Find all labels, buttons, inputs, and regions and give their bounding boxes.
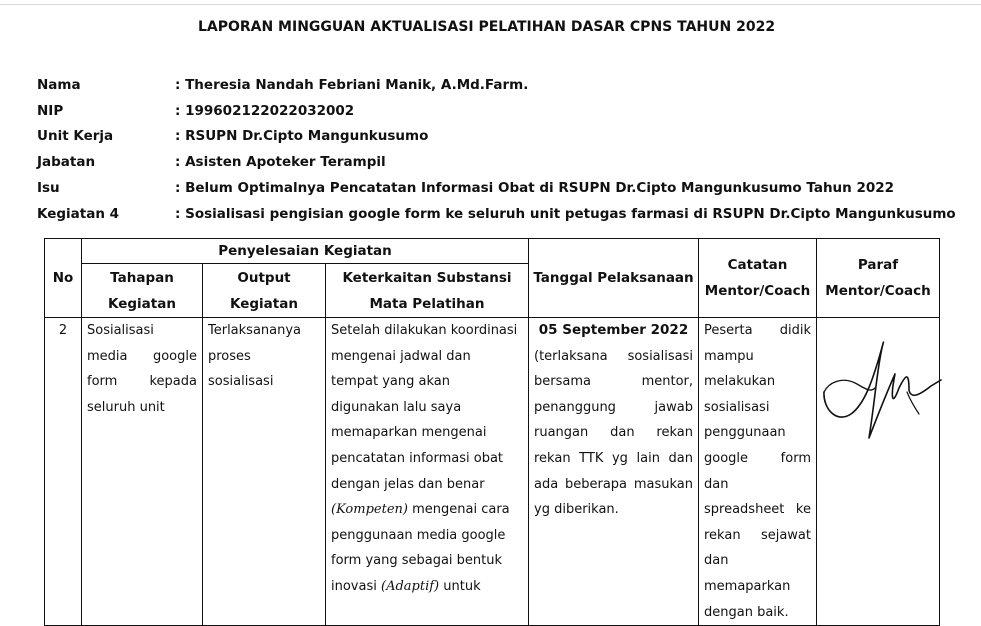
info-row-nip [37,98,956,124]
keterkaitan-text-2: mengenai cara penggunaan media google form yang sebagai bentuk inovasi [331,502,510,594]
report-title: LAPORAN MINGGUAN AKTUALISASI PELATIHAN DASAR CPNS TAHUN 2022 [197,19,776,35]
header-paraf: Paraf Mentor/Coach [817,239,940,318]
info-block [37,72,956,227]
header-no: No [45,239,82,318]
info-row-jabatan [37,149,956,175]
keterkaitan-text-1: Setelah dilakukan koordinasi mengenai jadwal dan tempat yang akan digunakan lalu saya memaparkan mengenai pencatatan informasi obat dengan jelas dan benar [331,323,518,492]
row-tanggal [529,318,699,626]
info-label: Unit Kerja [37,128,114,145]
info-label: Isu [37,180,60,197]
tanggal-date: 05 September 2022 [538,322,689,338]
info-value: : Sosialisasi pengisian google form ke seluruh unit petugas farmasi di RSUPN Dr.Cipto Mangunkusumo [175,205,956,222]
header-tanggal: Tanggal Pelaksanaan [529,239,699,318]
info-row-kegiatan [37,201,956,227]
row-paraf [817,318,940,626]
tanggal-note: (terlaksana sosialisasi bersama mentor, penanggung jawab ruangan dan rekan rekan TTK yg lain dan ada beberapa masukan yg diberikan. [534,348,693,518]
header-keterkaitan: Keterkaitan Substansi Mata Pelatihan [326,264,529,318]
info-label: Nama [37,76,81,93]
keterkaitan-text-3: untuk [443,578,481,594]
info-value: : Asisten Apoteker Terampil [175,154,386,171]
info-value: : Theresia Nandah Febriani Manik, A.Md.Farm. [175,76,529,93]
info-label: Kegiatan 4 [37,205,120,222]
info-row-unit-kerja [37,124,956,150]
row-keterkaitan [326,318,529,626]
info-value: : Belum Optimalnya Pencatatan Informasi Obat di RSUPN Dr.Cipto Mangunkusumo Tahun 2022 [175,180,895,197]
header-penyelesaian: Penyelesaian Kegiatan [82,239,529,264]
header-tahapan: Tahapan Kegiatan [82,264,203,318]
signature-image [821,330,943,450]
info-value: : 199602122022032002 [175,102,355,119]
info-label: Jabatan [37,154,96,171]
header-catatan: Catatan Mentor/Coach [699,239,817,318]
table-row [45,318,940,626]
top-border-line [0,4,981,5]
info-row-isu [37,175,956,201]
row-tahapan: Sosialisasi media google form kepada seluruh unit [82,318,203,626]
adaptif-label: (Adaptif) [381,578,440,594]
info-row-nama [37,72,956,98]
info-label: NIP [37,102,64,119]
header-output: Output Kegiatan [203,264,326,318]
report-table [44,238,940,626]
info-value: : RSUPN Dr.Cipto Mangunkusumo [175,128,429,145]
kompeten-label: (Kompeten) [331,502,408,518]
row-no: 2 [45,318,82,626]
row-output: Terlaksananya proses sosialisasi [203,318,326,626]
row-catatan: Peserta didik mampu melakukan sosialisasi penggunaan google form dan spreadsheet ke rekan sejawat dan memaparkan dengan baik. [699,318,817,626]
